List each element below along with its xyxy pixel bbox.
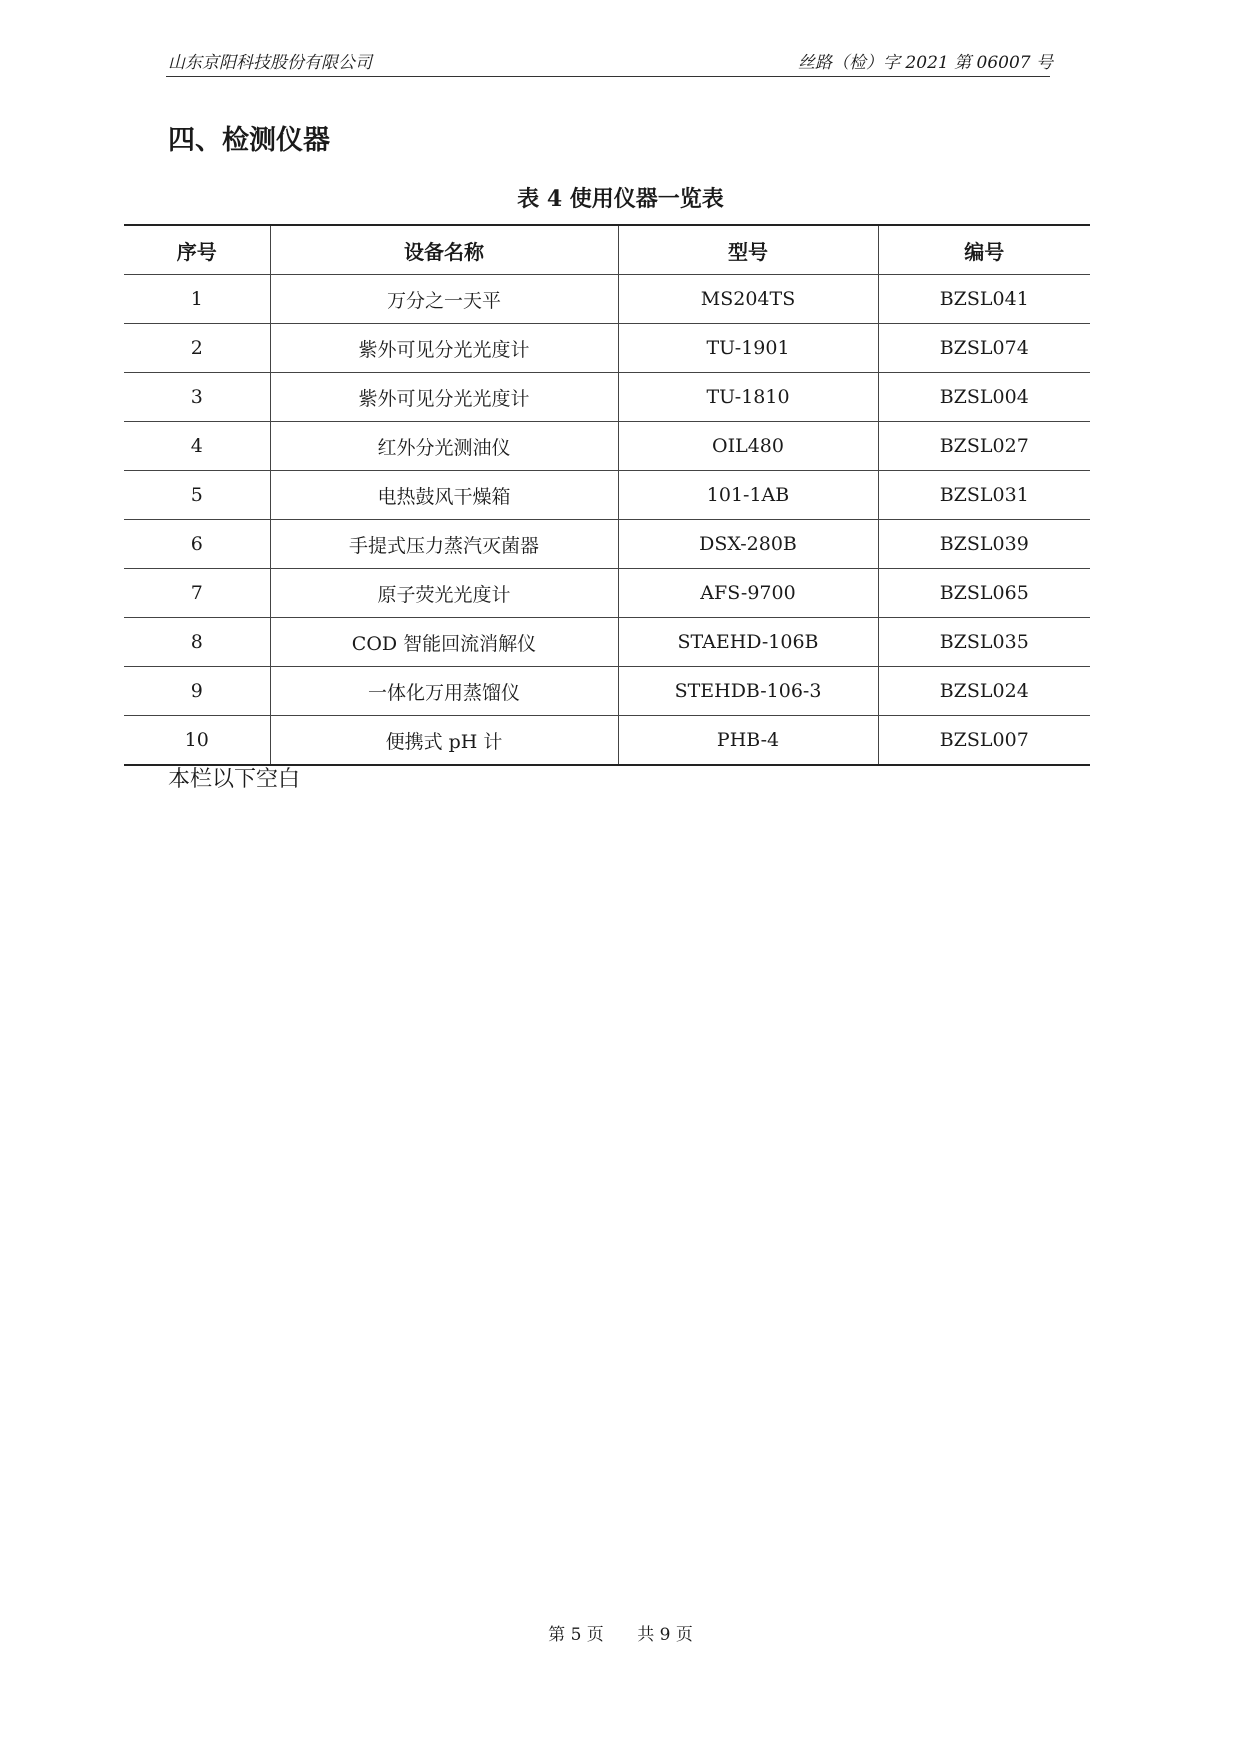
- column-header-serial: 编号: [878, 225, 1090, 275]
- cell-device-name: 紫外可见分光光度计: [270, 373, 618, 422]
- cell-index: 8: [124, 618, 270, 667]
- cell-serial: BZSL039: [878, 520, 1090, 569]
- cell-index: 4: [124, 422, 270, 471]
- document-number: 丝路（检）字 2021 第 06007 号: [798, 53, 1053, 73]
- header-divider: [166, 76, 1050, 77]
- table-row: [124, 324, 1090, 373]
- cell-serial: BZSL004: [878, 373, 1090, 422]
- table-row: [124, 422, 1090, 471]
- table-row: [124, 471, 1090, 520]
- column-header-device-name: 设备名称: [270, 225, 618, 275]
- cell-serial: BZSL041: [878, 275, 1090, 324]
- cell-device-name: 红外分光测油仪: [270, 422, 618, 471]
- cell-model: 101-1AB: [618, 471, 878, 520]
- column-header-index: 序号: [124, 225, 270, 275]
- cell-index: 1: [124, 275, 270, 324]
- table-row: [124, 373, 1090, 422]
- company-name: 山东京阳科技股份有限公司: [168, 53, 372, 73]
- table-row: [124, 667, 1090, 716]
- cell-model: MS204TS: [618, 275, 878, 324]
- page-number: 第 5 页: [548, 1625, 604, 1645]
- cell-model: OIL480: [618, 422, 878, 471]
- cell-model: TU-1810: [618, 373, 878, 422]
- cell-device-name: 一体化万用蒸馏仪: [270, 667, 618, 716]
- cell-serial: BZSL065: [878, 569, 1090, 618]
- cell-serial: BZSL074: [878, 324, 1090, 373]
- cell-index: 6: [124, 520, 270, 569]
- cell-index: 5: [124, 471, 270, 520]
- blank-below-note: 本栏以下空白: [168, 767, 301, 792]
- column-header-model: 型号: [618, 225, 878, 275]
- table-row: [124, 716, 1090, 766]
- cell-device-name: 电热鼓风干燥箱: [270, 471, 618, 520]
- table-row: [124, 520, 1090, 569]
- cell-model: STAEHD-106B: [618, 618, 878, 667]
- table-row: [124, 618, 1090, 667]
- cell-device-name: 便携式 pH 计: [270, 716, 618, 766]
- section-heading: 四、检测仪器: [168, 125, 330, 156]
- cell-model: AFS-9700: [618, 569, 878, 618]
- cell-serial: BZSL031: [878, 471, 1090, 520]
- table-row: [124, 569, 1090, 618]
- cell-model: STEHDB-106-3: [618, 667, 878, 716]
- cell-serial: BZSL007: [878, 716, 1090, 766]
- cell-serial: BZSL024: [878, 667, 1090, 716]
- table-header-row: [124, 225, 1090, 275]
- cell-index: 9: [124, 667, 270, 716]
- cell-device-name: 手提式压力蒸汽灭菌器: [270, 520, 618, 569]
- cell-index: 2: [124, 324, 270, 373]
- cell-index: 7: [124, 569, 270, 618]
- table-caption: 表 4 使用仪器一览表: [517, 186, 724, 212]
- cell-model: PHB-4: [618, 716, 878, 766]
- cell-model: DSX-280B: [618, 520, 878, 569]
- cell-device-name: COD 智能回流消解仪: [270, 618, 618, 667]
- cell-device-name: 万分之一天平: [270, 275, 618, 324]
- cell-index: 10: [124, 716, 270, 766]
- page-total: 共 9 页: [637, 1625, 693, 1645]
- equipment-table: [124, 224, 1090, 766]
- cell-device-name: 原子荧光光度计: [270, 569, 618, 618]
- cell-device-name: 紫外可见分光光度计: [270, 324, 618, 373]
- cell-serial: BZSL035: [878, 618, 1090, 667]
- cell-model: TU-1901: [618, 324, 878, 373]
- page-footer: [0, 1620, 1241, 1645]
- cell-serial: BZSL027: [878, 422, 1090, 471]
- cell-index: 3: [124, 373, 270, 422]
- table-row: [124, 275, 1090, 324]
